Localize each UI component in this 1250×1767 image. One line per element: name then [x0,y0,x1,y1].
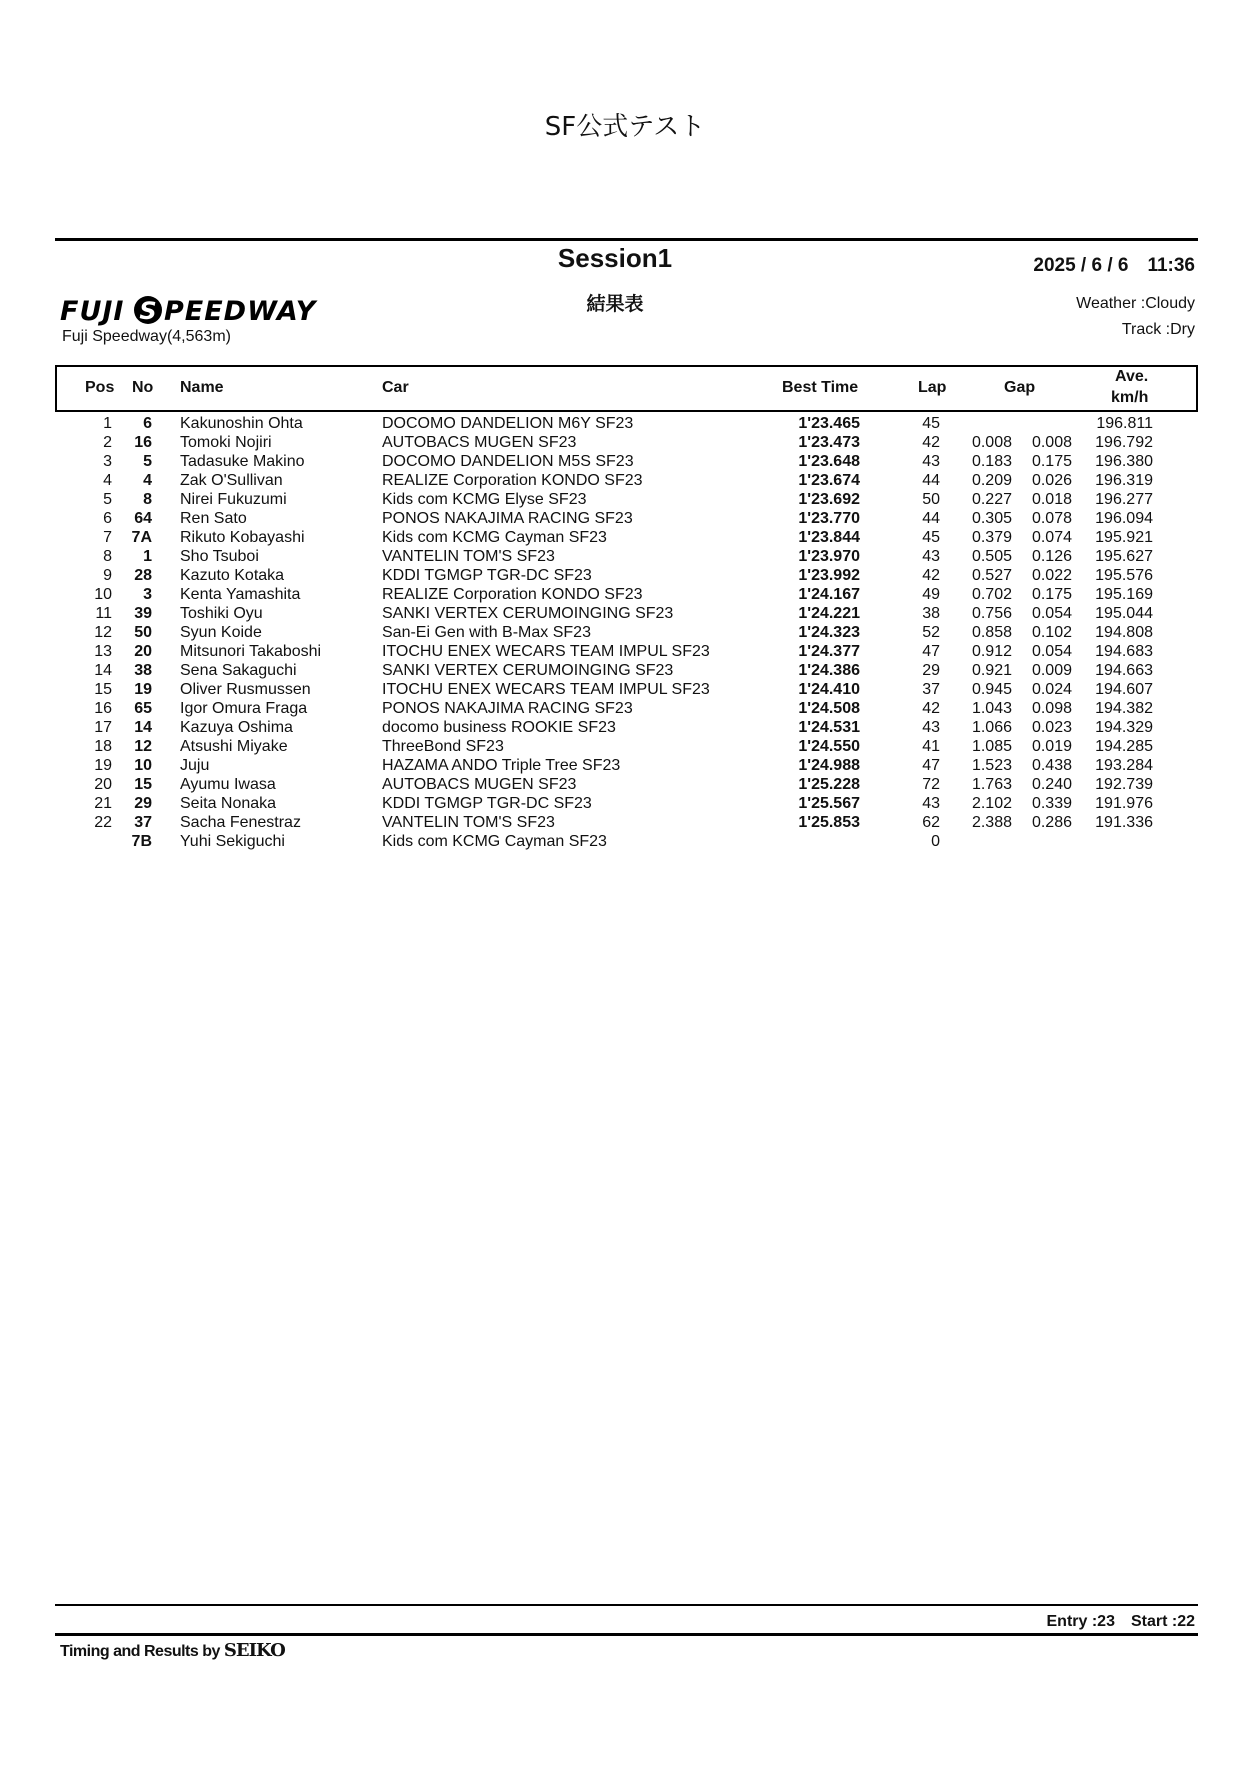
gap-interval-cell: 0.023 [1031,719,1072,736]
lap-count-cell: 43 [922,795,940,812]
driver-name-cell: Mitsunori Takaboshi [180,643,322,660]
best-time-cell: 1'24.550 [798,738,860,755]
table-row [0,643,1250,662]
col-lap: Lap [918,379,947,396]
gap-leader-cell: 1.066 [971,719,1012,736]
car-name-cell: SANKI VERTEX CERUMOINGING SF23 [382,605,674,622]
table-row [0,453,1250,472]
table-row [0,681,1250,700]
gap-interval-cell: 0.054 [1031,605,1072,622]
gap-leader-cell: 0.756 [971,605,1012,622]
table-row [0,510,1250,529]
car-number-cell: 38 [134,662,152,679]
best-time-cell: 1'24.167 [798,586,860,603]
best-time-cell: 1'23.970 [798,548,860,565]
driver-name-cell: Igor Omura Fraga [180,700,308,717]
col-pos: Pos [85,379,115,396]
car-number-cell: 50 [134,624,152,641]
table-row [0,719,1250,738]
timing-credit [60,1640,285,1661]
event-title: SF公式テスト [544,112,706,142]
table-row [0,795,1250,814]
car-name-cell: VANTELIN TOM'S SF23 [382,548,555,565]
table-row [0,605,1250,624]
car-name-cell: ITOCHU ENEX WECARS TEAM IMPUL SF23 [382,643,710,660]
gap-leader-cell: 2.102 [971,795,1012,812]
table-row [0,548,1250,567]
best-time-cell: 1'25.228 [798,776,860,793]
pos-cell: 16 [94,700,112,717]
car-number-cell: 15 [134,776,152,793]
car-name-cell: DOCOMO DANDELION M5S SF23 [382,453,634,470]
entry-start-count: Entry :23 Start :22 [1046,1613,1195,1630]
footer-rule-upper [55,1604,1198,1606]
average-speed-cell: 195.576 [1095,567,1153,584]
pos-cell: 15 [94,681,112,698]
best-time-cell: 1'25.853 [798,814,860,831]
car-number-cell: 28 [134,567,152,584]
car-number-cell: 37 [134,814,152,831]
pos-cell: 20 [94,776,112,793]
car-number-cell: 1 [143,548,152,565]
driver-name-cell: Kakunoshin Ohta [180,415,303,432]
pos-cell: 17 [94,719,112,736]
driver-name-cell: Sho Tsuboi [180,548,259,565]
track-condition: Track :Dry [1121,321,1195,338]
car-number-cell: 19 [134,681,152,698]
car-number-cell: 7A [131,529,152,546]
results-label: 結果表 [586,293,644,315]
gap-interval-cell: 0.022 [1031,567,1072,584]
gap-interval-cell: 0.078 [1031,510,1072,527]
gap-interval-cell: 0.240 [1031,776,1072,793]
driver-name-cell: Seita Nonaka [180,795,277,812]
gap-leader-cell: 1.523 [971,757,1012,774]
pos-cell: 19 [94,757,112,774]
best-time-cell: 1'24.531 [798,719,860,736]
gap-interval-cell: 0.024 [1031,681,1072,698]
table-row [0,567,1250,586]
average-speed-cell: 196.380 [1095,453,1153,470]
average-speed-cell: 194.607 [1095,681,1153,698]
average-speed-cell: 196.811 [1096,415,1153,432]
average-speed-cell: 192.739 [1095,776,1153,793]
pos-cell: 9 [103,567,112,584]
pos-cell: 8 [103,548,112,565]
car-name-cell: AUTOBACS MUGEN SF23 [382,434,577,451]
driver-name-cell: Ren Sato [180,510,247,527]
car-number-cell: 8 [143,491,152,508]
car-name-cell: Kids com KCMG Cayman SF23 [382,833,607,850]
footer-rule-lower [55,1633,1198,1636]
average-speed-cell: 195.169 [1095,586,1153,603]
gap-leader-cell: 1.085 [971,738,1012,755]
lap-count-cell: 47 [922,757,940,774]
best-time-cell: 1'23.674 [798,472,860,489]
lap-count-cell: 41 [922,738,940,755]
car-name-cell: PONOS NAKAJIMA RACING SF23 [382,510,633,527]
pos-cell: 14 [94,662,112,679]
table-header [55,365,1198,412]
driver-name-cell: Syun Koide [180,624,262,641]
average-speed-cell: 195.921 [1095,529,1153,546]
circuit-name: Fuji Speedway(4,563m) [62,328,231,345]
gap-leader-cell: 0.702 [971,586,1012,603]
gap-interval-cell: 0.126 [1031,548,1072,565]
average-speed-cell: 195.044 [1095,605,1153,622]
table-row [0,833,1250,852]
best-time-cell: 1'23.770 [798,510,860,527]
car-number-cell: 4 [143,472,152,489]
average-speed-cell: 194.285 [1095,738,1153,755]
table-row [0,776,1250,795]
gap-interval-cell: 0.175 [1031,586,1072,603]
pos-cell: 10 [94,586,112,603]
driver-name-cell: Kenta Yamashita [180,586,301,603]
gap-interval-cell: 0.008 [1031,434,1072,451]
car-name-cell: ThreeBond SF23 [382,738,504,755]
driver-name-cell: Sacha Fenestraz [180,814,301,831]
gap-leader-cell: 0.227 [971,491,1012,508]
table-row [0,662,1250,681]
gap-leader-cell: 0.183 [971,453,1012,470]
lap-count-cell: 44 [922,510,940,527]
pos-cell: 5 [103,491,112,508]
pos-cell: 13 [94,643,112,660]
best-time-cell: 1'23.648 [798,453,860,470]
car-number-cell: 64 [134,510,152,527]
driver-name-cell: Atsushi Miyake [180,738,288,755]
col-no: No [132,379,154,396]
col-ave: Ave. [1115,368,1149,385]
best-time-cell: 1'24.221 [798,605,860,622]
lap-count-cell: 43 [922,719,940,736]
driver-name-cell: Tomoki Nojiri [180,434,272,451]
driver-name-cell: Sena Sakaguchi [180,662,297,679]
lap-count-cell: 47 [922,643,940,660]
gap-leader-cell: 0.379 [971,529,1012,546]
driver-name-cell: Juju [180,757,210,774]
table-row [0,529,1250,548]
gap-leader-cell: 0.921 [971,662,1012,679]
car-number-cell: 29 [134,795,152,812]
best-time-cell: 1'24.988 [798,757,860,774]
col-gap: Gap [1004,379,1036,396]
gap-interval-cell: 0.102 [1031,624,1072,641]
lap-count-cell: 0 [931,833,940,850]
car-name-cell: ITOCHU ENEX WECARS TEAM IMPUL SF23 [382,681,710,698]
col-name: Name [180,379,224,396]
best-time-cell: 1'25.567 [798,795,860,812]
lap-count-cell: 44 [922,472,940,489]
pos-cell: 18 [94,738,112,755]
lap-count-cell: 50 [922,491,940,508]
driver-name-cell: Zak O'Sullivan [180,472,283,489]
best-time-cell: 1'23.992 [798,567,860,584]
gap-interval-cell: 0.339 [1031,795,1072,812]
best-time-cell: 1'23.473 [798,434,860,451]
driver-name-cell: Kazuto Kotaka [180,567,285,584]
average-speed-cell: 194.808 [1095,624,1153,641]
driver-name-cell: Ayumu Iwasa [180,776,276,793]
gap-interval-cell: 0.098 [1031,700,1072,717]
best-time-cell: 1'24.508 [798,700,860,717]
table-row [0,415,1250,434]
pos-cell: 3 [103,453,112,470]
average-speed-cell: 191.336 [1095,814,1153,831]
gap-interval-cell: 0.054 [1031,643,1072,660]
gap-leader-cell: 2.388 [971,814,1012,831]
lap-count-cell: 43 [922,453,940,470]
lap-count-cell: 29 [922,662,940,679]
table-row [0,586,1250,605]
seiko-logo: SEIKO [223,1640,285,1661]
col-ave-unit: km/h [1111,389,1149,406]
car-number-cell: 6 [143,415,152,432]
table-row [0,738,1250,757]
table-row [0,757,1250,776]
lap-count-cell: 38 [922,605,940,622]
average-speed-cell: 193.284 [1095,757,1153,774]
pos-cell: 12 [94,624,112,641]
session-title: Session1 [557,243,673,273]
lap-count-cell: 52 [922,624,940,641]
table-row [0,491,1250,510]
gap-interval-cell: 0.074 [1031,529,1072,546]
pos-cell: 11 [95,605,112,622]
car-number-cell: 14 [134,719,152,736]
car-number-cell: 10 [134,757,152,774]
car-name-cell: REALIZE Corporation KONDO SF23 [382,586,643,603]
average-speed-cell: 196.277 [1095,491,1153,508]
lap-count-cell: 45 [922,529,940,546]
gap-leader-cell: 0.858 [971,624,1012,641]
lap-count-cell: 72 [922,776,940,793]
average-speed-cell: 194.663 [1095,662,1153,679]
col-best-time: Best Time [782,379,859,396]
gap-leader-cell: 0.505 [971,548,1012,565]
gap-leader-cell: 0.912 [971,643,1012,660]
average-speed-cell: 196.094 [1095,510,1153,527]
gap-interval-cell: 0.026 [1031,472,1072,489]
svg-text:FUJI: FUJI [60,296,125,327]
car-number-cell: 65 [134,700,152,717]
gap-interval-cell: 0.286 [1031,814,1072,831]
driver-name-cell: Kazuya Oshima [180,719,293,736]
gap-interval-cell: 0.175 [1031,453,1072,470]
lap-count-cell: 37 [922,681,940,698]
driver-name-cell: Toshiki Oyu [180,605,263,622]
best-time-cell: 1'24.386 [798,662,860,679]
car-name-cell: KDDI TGMGP TGR-DC SF23 [382,795,592,812]
pos-cell: 22 [94,814,112,831]
best-time-cell: 1'23.465 [798,415,860,432]
car-number-cell: 3 [143,586,152,603]
lap-count-cell: 49 [922,586,940,603]
lap-count-cell: 42 [922,700,940,717]
car-number-cell: 12 [134,738,152,755]
gap-leader-cell: 1.043 [971,700,1012,717]
car-name-cell: DOCOMO DANDELION M6Y SF23 [382,415,634,432]
gap-leader-cell: 0.008 [971,434,1012,451]
table-row [0,434,1250,453]
fuji-speedway-logo [60,290,360,330]
driver-name-cell: Yuhi Sekiguchi [180,833,285,850]
pos-cell: 6 [103,510,112,527]
best-time-cell: 1'24.410 [798,681,860,698]
lap-count-cell: 45 [922,415,940,432]
pos-cell: 2 [103,434,112,451]
average-speed-cell: 194.683 [1095,643,1153,660]
pos-cell: 7 [103,529,112,546]
gap-interval-cell: 0.438 [1031,757,1072,774]
car-name-cell: Kids com KCMG Cayman SF23 [382,529,607,546]
gap-interval-cell: 0.009 [1031,662,1072,679]
svg-text:PEEDWAY: PEEDWAY [164,296,317,327]
car-name-cell: REALIZE Corporation KONDO SF23 [382,472,643,489]
car-number-cell: 5 [143,453,152,470]
car-name-cell: PONOS NAKAJIMA RACING SF23 [382,700,633,717]
driver-name-cell: Nirei Fukuzumi [180,491,287,508]
driver-name-cell: Oliver Rusmussen [180,681,311,698]
driver-name-cell: Rikuto Kobayashi [180,529,305,546]
car-number-cell: 7B [131,833,152,850]
lap-count-cell: 42 [922,567,940,584]
car-name-cell: docomo business ROOKIE SF23 [382,719,616,736]
table-row [0,624,1250,643]
top-rule [55,238,1198,241]
car-number-cell: 20 [134,643,152,660]
car-name-cell: AUTOBACS MUGEN SF23 [382,776,577,793]
average-speed-cell: 196.792 [1095,434,1153,451]
session-datetime: 2025 / 6 / 6 11:36 [1033,255,1195,276]
lap-count-cell: 43 [922,548,940,565]
car-name-cell: San-Ei Gen with B-Max SF23 [382,624,591,641]
pos-cell: 4 [103,472,112,489]
table-row [0,472,1250,491]
gap-leader-cell: 1.763 [971,776,1012,793]
lap-count-cell: 42 [922,434,940,451]
best-time-cell: 1'23.692 [798,491,860,508]
car-name-cell: SANKI VERTEX CERUMOINGING SF23 [382,662,674,679]
average-speed-cell: 191.976 [1095,795,1153,812]
pos-cell: 1 [103,415,112,432]
pos-cell: 21 [94,795,112,812]
average-speed-cell: 195.627 [1095,548,1153,565]
best-time-cell: 1'24.323 [798,624,860,641]
col-car: Car [382,379,409,396]
gap-leader-cell: 0.945 [971,681,1012,698]
table-row [0,700,1250,719]
gap-interval-cell: 0.018 [1031,491,1072,508]
gap-leader-cell: 0.305 [971,510,1012,527]
gap-leader-cell: 0.527 [971,567,1012,584]
average-speed-cell: 194.382 [1095,700,1153,717]
car-name-cell: VANTELIN TOM'S SF23 [382,814,555,831]
driver-name-cell: Tadasuke Makino [180,453,305,470]
table-row [0,814,1250,833]
average-speed-cell: 196.319 [1095,472,1153,489]
car-name-cell: Kids com KCMG Elyse SF23 [382,491,587,508]
best-time-cell: 1'24.377 [798,643,860,660]
gap-interval-cell: 0.019 [1031,738,1072,755]
car-name-cell: HAZAMA ANDO Triple Tree SF23 [382,757,621,774]
car-number-cell: 16 [134,434,152,451]
car-name-cell: KDDI TGMGP TGR-DC SF23 [382,567,592,584]
svg-text:S: S [139,297,157,325]
lap-count-cell: 62 [922,814,940,831]
car-number-cell: 39 [134,605,152,622]
gap-leader-cell: 0.209 [971,472,1012,489]
weather-info: Weather :Cloudy [1076,295,1195,312]
average-speed-cell: 194.329 [1095,719,1153,736]
timing-credit-text: Timing and Results by [60,1643,224,1660]
best-time-cell: 1'23.844 [798,529,860,546]
